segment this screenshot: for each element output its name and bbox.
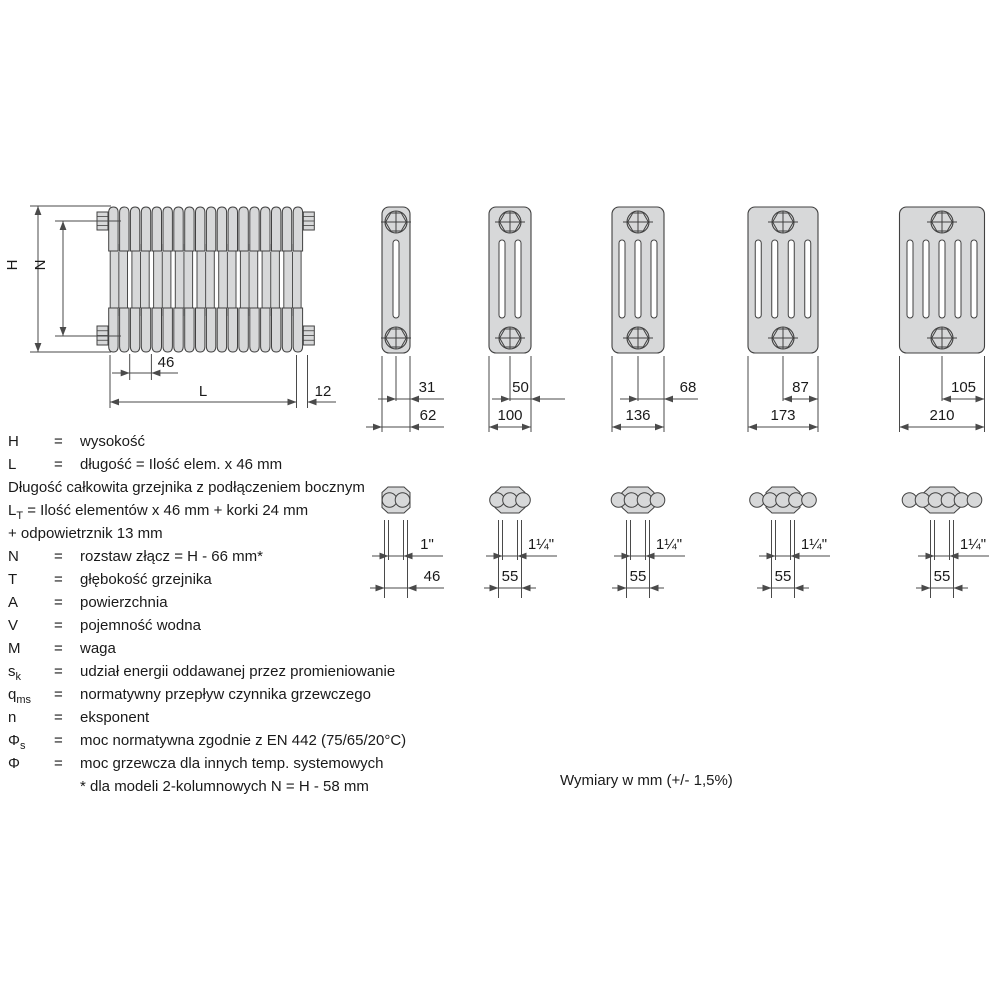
legend-row-V <box>8 614 648 637</box>
cross-section-6-col <box>900 207 985 432</box>
dim-label-joint-spacing: N <box>32 259 49 271</box>
dim-label-connection: 1" <box>420 536 434 553</box>
legend-symbol: M <box>8 640 21 657</box>
legend-desc: długość = Ilość elem. x 46 mm <box>80 456 283 473</box>
equals-sign: = <box>54 433 63 450</box>
legend-row-N <box>8 545 648 568</box>
legend-symbol: n <box>8 709 17 726</box>
front-view <box>97 207 314 352</box>
dim-label-element-width: 55 <box>501 568 519 585</box>
legend-symbol: T <box>8 571 18 588</box>
equals-sign: = <box>54 571 63 588</box>
dim-label-half-depth: 68 <box>679 379 697 396</box>
legend <box>8 430 648 798</box>
dim-label-element-width: 55 <box>629 568 647 585</box>
legend-row-T <box>8 568 648 591</box>
dim-label-connection: 1¼" <box>800 536 828 553</box>
legend-desc: eksponent <box>80 709 150 726</box>
equals-sign: = <box>54 617 63 634</box>
dim-label-half-depth: 87 <box>792 379 809 396</box>
equals-sign: = <box>54 548 63 565</box>
cross-section-3-col <box>489 207 565 432</box>
legend-row-n <box>8 706 648 729</box>
equals-sign: = <box>54 594 63 611</box>
legend-row-sk <box>8 660 648 683</box>
legend-row-total-length-1: Długość całkowita grzejnika z podłączeniem bocznym <box>8 479 365 496</box>
dim-label-height: H <box>4 259 21 271</box>
legend-desc: powierzchnia <box>80 594 168 611</box>
legend-desc: pojemność wodna <box>80 617 201 634</box>
legend-desc: udział energii oddawanej przez promieniowanie <box>80 663 396 680</box>
dim-label-connection: 1¼" <box>655 536 683 553</box>
legend-desc: moc grzewcza dla innych temp. systemowych <box>80 755 384 772</box>
dim-label-half-depth: 105 <box>950 379 977 396</box>
equals-sign: = <box>54 640 63 657</box>
dim-label-depth: 210 <box>929 407 955 424</box>
equals-sign: = <box>54 709 63 726</box>
legend-desc: rozstaw złącz = H - 66 mm* <box>80 548 263 565</box>
dim-label-element-width: 46 <box>157 354 175 371</box>
legend-desc: głębokość grzejnika <box>80 571 212 588</box>
legend-row-qms <box>8 683 648 706</box>
dim-label-element-width: 55 <box>933 568 951 585</box>
dim-label-element-width: 46 <box>423 568 441 585</box>
legend-row-total-length-3: + odpowietrznik 13 mm <box>8 525 163 542</box>
equals-sign: = <box>54 456 63 473</box>
legend-symbol: L <box>8 456 17 473</box>
top-view-6-col <box>902 487 989 598</box>
legend-desc: wysokość <box>80 433 146 450</box>
dim-label-element-width: 55 <box>774 568 792 585</box>
dim-label-depth: 136 <box>625 407 651 424</box>
top-view-5-col <box>750 487 830 598</box>
legend-symbol: L <box>8 502 17 519</box>
dim-label-end-offset: 12 <box>314 383 332 400</box>
legend-row-phi-s <box>8 729 648 752</box>
legend-row-A <box>8 591 648 614</box>
legend-symbol: Φ <box>8 732 20 749</box>
legend-symbol-sub: k <box>15 671 21 683</box>
equals-sign: = <box>54 755 63 772</box>
equals-sign: = <box>54 732 63 749</box>
legend-desc: normatywny przepływ czynnika grzewczego <box>80 686 371 703</box>
legend-footnote: * dla modeli 2-kolumnowych N = H - 58 mm <box>80 778 369 795</box>
equals-sign: = <box>54 663 63 680</box>
legend-row-phi <box>8 752 648 775</box>
equals-sign: = <box>54 686 63 703</box>
legend-symbol-sub: T <box>16 510 24 522</box>
legend-symbol-sub: s <box>19 740 26 752</box>
dim-label-depth: 100 <box>497 407 523 424</box>
legend-row-L <box>8 453 648 476</box>
legend-row-H <box>8 430 648 453</box>
legend-desc: waga <box>80 640 116 657</box>
dim-label-length: L <box>198 383 208 400</box>
legend-symbol: N <box>8 548 19 565</box>
legend-symbol-sub: ms <box>16 694 32 706</box>
legend-symbol: s <box>8 663 16 680</box>
legend-symbol: q <box>8 686 17 703</box>
dim-label-connection: 1¼" <box>527 536 555 553</box>
cross-section-2-col <box>366 207 444 432</box>
legend-symbol: H <box>8 433 19 450</box>
cross-section-4-col <box>612 207 698 432</box>
legend-symbol: V <box>8 617 19 634</box>
legend-row-M <box>8 637 648 660</box>
dim-label-depth: 173 <box>770 407 796 424</box>
legend-desc: = Ilość elementów x 46 mm + korki 24 mm <box>23 502 309 519</box>
dim-label-connection: 1¼" <box>959 536 987 553</box>
legend-row-total-length-2 <box>8 499 648 522</box>
dim-label-half-depth: 31 <box>418 379 436 396</box>
dimensions-note: Wymiary w mm (+/- 1,5%) <box>560 772 733 789</box>
dim-label-depth: 62 <box>419 407 437 424</box>
legend-symbol: Φ <box>8 755 20 772</box>
legend-symbol: A <box>8 594 19 611</box>
cross-section-5-col <box>748 207 818 432</box>
dim-label-half-depth: 50 <box>512 379 529 396</box>
legend-desc: moc normatywna zgodnie z EN 442 (75/65/20°C) <box>80 732 407 749</box>
